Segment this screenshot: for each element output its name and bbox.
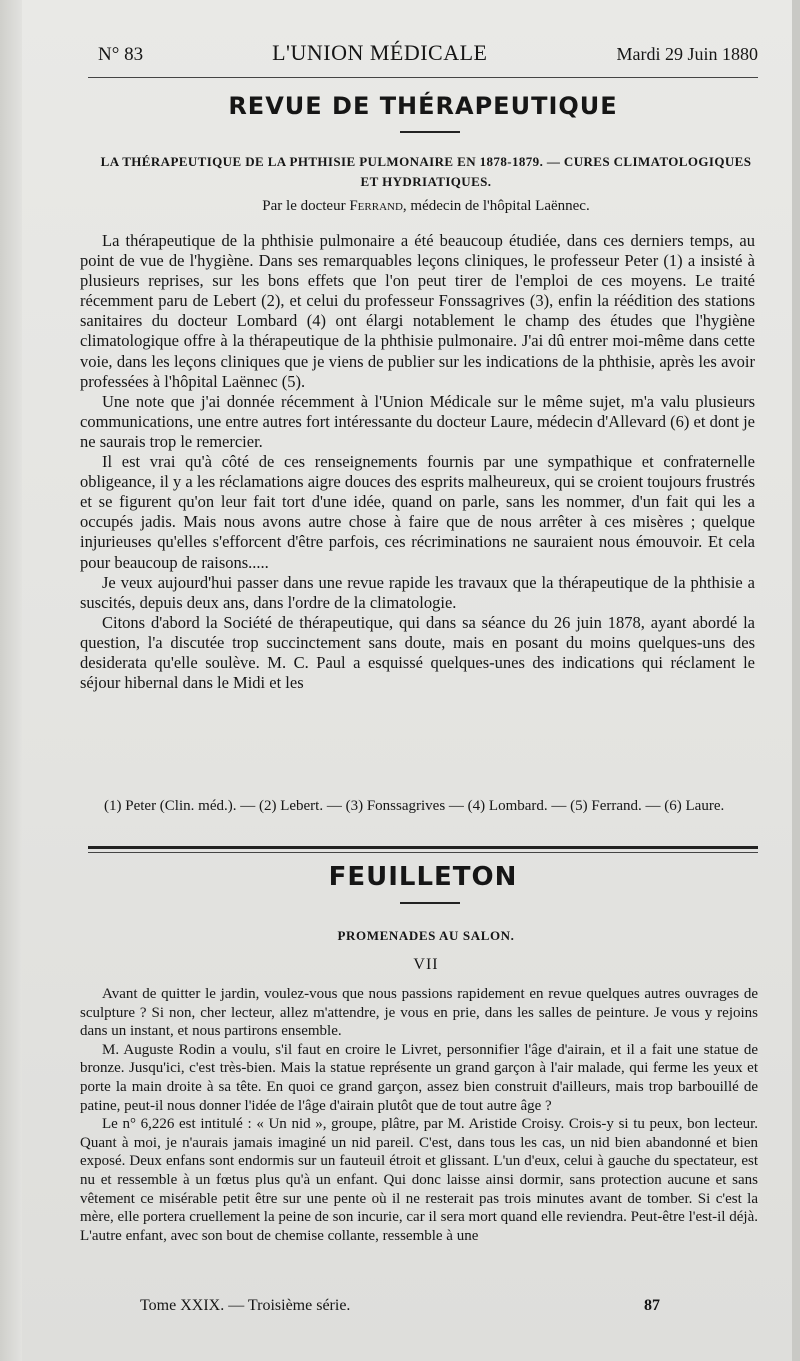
feuilleton-body [80,985,758,1245]
section-divider-thin [88,852,758,853]
volume-info: Tome XXIX. — Troisième série. [140,1297,351,1314]
paragraph: La thérapeutique de la phthisie pulmonaire a été beaucoup étudiée, dans ces derniers temps, au point de vue de l'hygiène. Dans ses remarquables leçons cliniques, le professeur Peter (1) a insisté à plusieurs reprises, sur les bons effets que l'on peut tirer de l'emploi de ces moyens. Le traité récemment paru de Lebert (2), et celui du professeur Fonssagrives (3), enfin la réédition des stations sanitaires du docteur Lombard (4) ont élargi notablement le champ des études que l'hygiène climatologique offre à la thérapeutique de la phthisie pulmonaire. J'ai dû entrer moi-même dans cette voie, dans les leçons cliniques que je viens de publier sur les indications de la phthisie, après les avoir professées à l'hôpital Laënnec (5). [80,231,755,391]
journal-title: L'UNION MÉDICALE [272,40,488,65]
byline-author: Ferrand [349,198,403,214]
page-header [98,40,758,72]
page-footer [140,1297,660,1315]
header-rule [88,77,758,78]
section-title-feuilleton: FEUILLETON [328,862,518,892]
footnotes: (1) Peter (Clin. méd.). — (2) Lebert. — (3) Fonssagrives — (4) Lombard. — (5) Ferrand. — (6) Laure. [104,798,725,814]
page-edge [792,0,800,1361]
article-body [80,231,755,693]
paragraph: Une note que j'ai donnée récemment à l'Union Médicale sur le même sujet, m'a valu plusieurs communications, une entre autres fort intéressante du docteur Laure, médecin d'Allevard (6) et dont je ne saurais trop le remercier. [80,391,755,451]
section-title-therapeutique: REVUE DE THÉRAPEUTIQUE [228,92,618,120]
article-subtitle: LA THÉRAPEUTIQUE DE LA PHTHISIE PULMONAIRE EN 1878-1879. — CURES CLIMATOLOGIQUES ET HYDRIATIQUES. [100,154,752,189]
section-divider-thick [88,846,758,849]
paragraph: Il est vrai qu'à côté de ces renseignements fournis par une sympathique et confraternelle obligeance, il y a les réclamations aigre douces des esprits malheureux, qui se croient toujours frustrés et se figurent qu'on leur fait tort d'une idée, quand on parle, sans les nommer, d'un fait qui les a occupés jadis. Mais nous avons autre chose à faire que de nous arrêter à ces misères ; quelque injurieuses qu'elles s'efforcent d'être parfois, ces récriminations ne sauraient nous émouvoir. Et cela pour beaucoup de raisons..... [80,452,755,572]
issue-date: Mardi 29 Juin 1880 [616,44,758,64]
feuilleton-subtitle: PROMENADES AU SALON. [337,928,515,943]
paragraph: M. Auguste Rodin a voulu, s'il faut en croire le Livret, personnifier l'âge d'airain, et il a fait une statue de bronze. Jusqu'ici, c'est très-bien. Mais la statue représente un grand garçon à l'air malade, qui ferme les yeux et porte la main droite à sa tête. En quoi ce grand garçon, assez bien construit d'ailleurs, mais trop barbouillé de patine, peut-il nous donner l'idée de l'âge d'airain plutôt que de tout autre âge ? [80,1041,758,1114]
chapter-number: VII [413,956,439,973]
title-underline [400,131,460,133]
feuilleton-underline [400,902,460,904]
byline-suffix: , médecin de l'hôpital Laënnec. [402,198,590,214]
byline-prefix: Par le docteur [262,198,346,214]
page-number: 87 [644,1297,660,1314]
paragraph: Citons d'abord la Société de thérapeutique, qui dans sa séance du 26 juin 1878, ayant abordé la question, l'a discutée trop succinctement sans doute, mais en posant du moins quelques-uns des desiderata qu'elle soulève. M. C. Paul a esquissé quelques-unes des indications qui réclament le séjour hibernal dans le Midi et les [80,612,755,693]
article-byline [96,196,756,216]
issue-number: N° 83 [98,44,144,65]
paragraph: Je veux aujourd'hui passer dans une revue rapide les travaux que la thérapeutique de la phthisie a suscités, depuis deux ans, dans l'ordre de la climatologie. [80,572,755,612]
page-binding-shadow [0,0,22,1361]
paragraph: Avant de quitter le jardin, voulez-vous que nous passions rapidement en revue quelques autres ouvrages de sculpture ? Si non, cher lecteur, allez m'attendre, je vous en prie, dans les salles de peinture. Je vous y rejoins dans un instant, et nous partirons ensemble. [80,986,758,1040]
paragraph: Le n° 6,226 est intitulé : « Un nid », groupe, plâtre, par M. Aristide Croisy. Crois-y si tu peux, bon lecteur. Quant à moi, je n'aurais jamais imaginé un nid pareil. C'est, dans tous les cas, un nid bien abandonné et bien exposé. Deux enfans sont endormis sur un fauteuil étroit et glissant. L'un d'eux, celui à gauche du spectateur, est nu et ressemble à un fœtus plus qu'à un enfant. Qui donc laisse ainsi dormir, sans protection aucune et sans vêtement ce misérable petit être sur une pente où il ne resterait pas trois minutes avant de tomber. Si c'est la mère, elle portera cruellement la peine de son incurie, car il sera mort quand elle reviendra. Peut-être l'est-il déjà. L'autre enfant, avec son bout de chemise collante, ressemble à une [80,1116,758,1244]
